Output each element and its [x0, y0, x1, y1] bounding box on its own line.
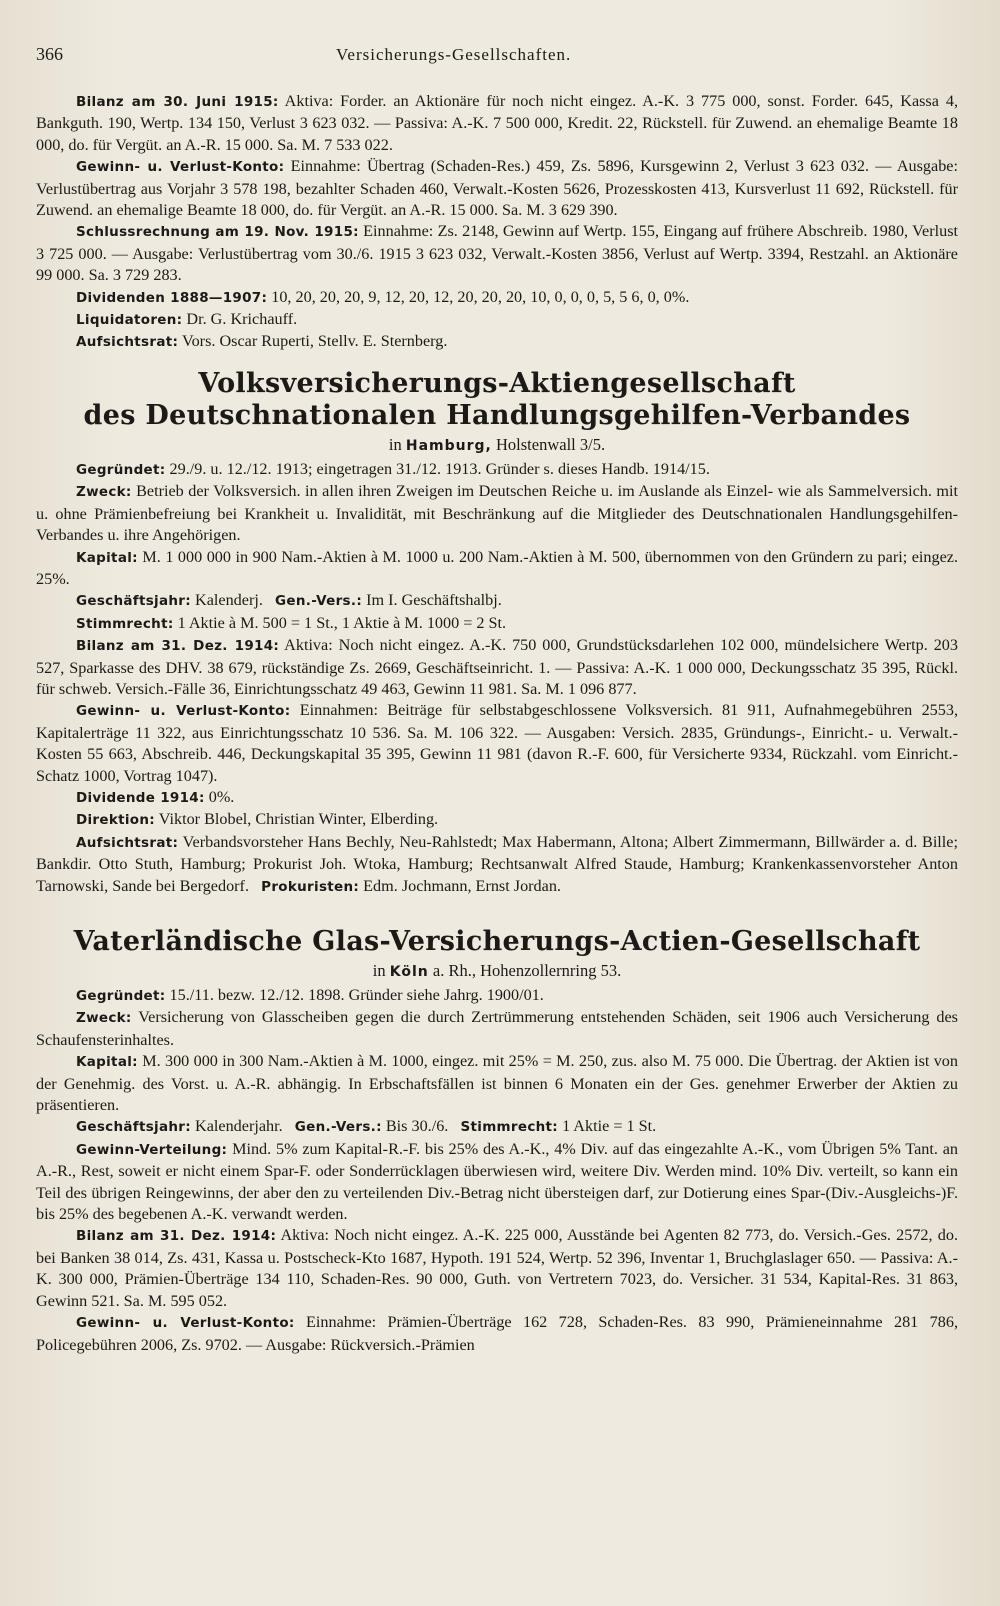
entry-label: Gen.-Vers.: — [294, 1119, 382, 1136]
paragraph — [36, 787, 958, 809]
entry-label: Bilanz am 31. Dez. 1914: — [76, 1228, 277, 1245]
entry-text: 1 Aktie à M. 500 = 1 St., 1 Aktie à M. 1000 = 2 St. — [177, 613, 507, 632]
entry-text: Edm. Jochmann, Ernst Jordan. — [363, 876, 561, 895]
paragraph — [36, 590, 958, 612]
paragraph — [36, 91, 958, 156]
paragraph — [36, 985, 958, 1007]
entry-label: Prokuristen: — [261, 878, 360, 895]
company-title-line-1: Vaterländische Glas-Versicherungs-Actien-Gesellschaft — [73, 926, 921, 957]
paragraph — [36, 1225, 958, 1312]
entry-label: Liquidatoren: — [76, 312, 183, 329]
paragraph — [36, 156, 958, 221]
entry-label: Gewinn- u. Verlust-Konto: — [76, 703, 291, 720]
entry-label: Dividenden 1888—1907: — [76, 289, 268, 306]
entry-text: Kalenderjahr. — [195, 1117, 283, 1136]
entry-text: Aktiva: Noch nicht eingez. A.-K. 225 000, Ausstände bei Agenten 82 773, do. Versich.-Ges. 2572, do. bei Banken 38 014, Zs. 431, Kassa u. Postscheck-Kto 1687, Hypoth. 191 524, Wertp. 52 396, Inventar 1, Bruchglaslager 650. — Passiva: A.-K. 300 000, Prämien-Überträge 134 110, Schaden-Res. 90 000, Guth. von Vertretern 7023, do. Versicher. 31 534, Kapital-Res. 31 863, Gewinn 521. Sa. M. 595 052. — [36, 1226, 958, 1310]
city-name: Hamburg, — [405, 437, 492, 454]
company-title — [36, 926, 958, 958]
entry-label: Schlussrechnung am 19. Nov. 1915: — [76, 224, 359, 241]
entry-label: Bilanz am 30. Juni 1915: — [76, 94, 279, 110]
paragraph — [36, 331, 958, 353]
entry-label: Gewinn-Verteilung: — [76, 1141, 228, 1158]
entry-label: Geschäftsjahr: — [76, 1119, 191, 1136]
paragraph — [36, 1312, 958, 1356]
entry-text: M. 1 000 000 in 900 Nam.-Aktien à M. 1000 u. 200 Nam.-Aktien à M. 500, übernommen von den Gründern zu pari; eingez. 25%. — [36, 547, 959, 588]
company-location — [36, 434, 958, 457]
paragraph — [36, 635, 958, 700]
paragraph — [36, 832, 958, 898]
previous-company-section — [36, 91, 958, 354]
entry-label: Direktion: — [76, 812, 155, 829]
entry-text: 1 Aktie = 1 St. — [562, 1117, 657, 1136]
entry-label: Geschäftsjahr: — [76, 593, 191, 610]
paragraph — [36, 309, 958, 331]
entry-label: Gewinn- u. Verlust-Konto: — [76, 1315, 295, 1332]
entry-text: 0%. — [208, 787, 235, 806]
company-location — [36, 960, 958, 983]
entry-text: 29./9. u. 12./12. 1913; eingetragen 31./12. 1913. Gründer s. dieses Handb. 1914/15. — [169, 459, 710, 478]
entry-label: Stimmrecht: — [460, 1119, 559, 1136]
paragraph — [36, 1139, 958, 1226]
location-prefix: in — [372, 961, 386, 980]
paragraph — [36, 547, 958, 591]
entry-text: Bis 30./6. — [385, 1117, 449, 1136]
entry-text: Einnahme: Übertrag (Schaden-Res.) 459, Zs. 5896, Kursgewinn 2, Verlust 3 623 032. — Ausgabe: Verlustübertrag aus Vorjahr 3 578 198, bezahlter Schaden 460, Verwalt.-Kosten 5626, Prozesskosten 413, Kursverlust 11 692, Rückstell. für Zuwend. an ehemalige Beamte 18 000, do. für Vergüt. an A.-R. 15 000. Sa. M. 3 629 390. — [36, 157, 958, 220]
city-name: Köln — [389, 964, 429, 980]
entry-text: 15./11. bezw. 12./12. 1898. Gründer siehe Jahrg. 1900/01. — [169, 986, 544, 1004]
paragraph — [36, 809, 958, 831]
entry-text: Aktiva: Forder. an Aktionäre für noch nicht eingez. A.-K. 3 775 000, sonst. Forder. 645, Kassa 4, Bankguth. 190, Wertp. 134 150, Verlust 3 623 032. — Passiva: A.-K. 7 500 000, Kredit. 22, Rückstell. für Zuwend. an ehemalige Beamte 18 000, do. für Vergüt. an A.-R. 15 000. Sa. M. 7 533 022. — [36, 92, 958, 154]
entry-label: Gegründet: — [76, 988, 166, 1004]
paragraph — [36, 1007, 958, 1051]
entry-label: Zweck: — [76, 1010, 132, 1027]
entry-label: Aufsichtsrat: — [76, 334, 179, 351]
entry-label: Zweck: — [76, 484, 132, 501]
address: a. Rh., Hohenzollernring 53. — [432, 961, 622, 980]
entry-text: Mind. 5% zum Kapital-R.-F. bis 25% des A.-K., 4% Div. auf das eingezahlte A.-K., vom Übrigen 5% Tant. an A.-R., Rest, soweit er nicht einem Spar-F. oder Sonderrücklagen überwiesen wird, weitere Div. Werden mind. 10% Div. verteilt, so kann ein Teil des übrigen Reingewinns, der aber den zu verteilenden Div.-Betrag nicht übersteigen darf, zur Dotierung eines Spar-(Div.-Ausgleichs-)F. bis 25% des begebenen A.-K. verwandt werden. — [36, 1139, 959, 1224]
entry-text: Im I. Geschäftshalbj. — [366, 591, 502, 610]
entry-text: Aktiva: Noch nicht eingez. A.-K. 750 000, Grundstücksdarlehen 102 000, mündelsichere Wertp. 203 527, Sparkasse des DHV. 38 679, rückständige Zs. 2669, Geschäftseinricht. 1. — Passiva: A.-K. 1 000 000, Deckungsschatz 35 395, Rückl. für schweb. Versich.-Fälle 36, Einrichtungsschatz 49 463, Gewinn 11 981. Sa. M. 1 096 877. — [36, 636, 958, 698]
paragraph — [36, 613, 958, 635]
entry-label: Aufsichtsrat: — [76, 834, 179, 851]
page-number: 366 — [36, 44, 63, 64]
company-title-line-1: Volksversicherungs-Aktiengesellschaft — [198, 367, 796, 399]
paragraph — [36, 481, 958, 546]
paragraph — [36, 700, 958, 787]
entry-text: Einnahme: Zs. 2148, Gewinn auf Wertp. 155, Eingang auf frühere Abschreib. 1980, Verlust 3 725 000. — Ausgabe: Verlustübertrag vom 30./6. 1915 3 623 032, Verwalt.-Kosten 3856, Verlust auf Wertp. 3394, Restzahl. an Aktionäre 99 000. Sa. 3 729 283. — [36, 222, 958, 285]
entry-label: Gewinn- u. Verlust-Konto: — [76, 159, 285, 176]
entry-label: Gegründet: — [76, 461, 166, 478]
company-section-volksversicherung — [36, 368, 958, 898]
entry-text: Dr. G. Krichauff. — [186, 310, 298, 329]
entry-text: Betrieb der Volksversich. in allen ihren Zweigen im Deutschen Reiche u. im Auslande als Einzel- wie als Sammelversich. mit u. ohne Prämienbefreiung bei Krankheit u. Invalidität, mit Beschränkung auf die Mitglieder des Deutschnationalen Handlungsgehilfen-Verbandes u. ihre Angehörigen. — [36, 482, 959, 545]
entry-text: Viktor Blobel, Christian Winter, Elberding. — [158, 810, 439, 829]
entry-text: Kalenderj. — [195, 591, 263, 610]
entry-label: Gen.-Vers.: — [275, 593, 363, 610]
entry-text: Vors. Oscar Ruperti, Stellv. E. Sternberg. — [181, 332, 448, 351]
paragraph — [36, 1051, 958, 1116]
entry-label: Kapital: — [76, 1054, 138, 1071]
paragraph — [36, 287, 958, 309]
entry-label: Stimmrecht: — [76, 615, 174, 632]
address: Holstenwall 3/5. — [496, 434, 606, 454]
entry-text: Verbandsvorsteher Hans Bechly, Neu-Rahlstedt; Max Habermann, Altona; Albert Zimmermann, Billwärder a. d. Bille; Bankdir. Otto Stuth, Hamburg; Prokurist Joh. Wtoka, Hamburg; Rechtsanwalt Alfred Staude, Hamburg; Krankenkassenvorsteher Anton Tarnowski, Sande bei Bergedorf. — [36, 832, 958, 895]
entry-text: Einnahmen: Beiträge für selbstabgeschlossene Volksversich. 81 911, Aufnahmegebühren 2553, Kapitalerträge 11 322, aus Einrichtungsschatz 10 536. Sa. M. 106 322. — Ausgaben: Versich. 2835, Gründungs-, Einricht.- u. Verwalt.-Kosten 55 663, Abschreib. 446, Deckungskapital 35 395, Gewinn 11 981 (davon R.-F. 600, für Versicherte 9334, Rückzahl. vom Einricht.-Schatz 1000, Vortrag 1047). — [36, 701, 958, 785]
entry-text: 10, 20, 20, 20, 9, 12, 20, 12, 20, 20, 20, 10, 0, 0, 0, 5, 5 6, 0, 0%. — [271, 287, 690, 306]
company-title — [36, 368, 958, 432]
paragraph — [36, 459, 958, 481]
running-head — [36, 44, 958, 65]
location-prefix: in — [388, 434, 402, 454]
entry-label: Kapital: — [76, 549, 138, 566]
paragraph — [36, 1116, 958, 1138]
entry-label: Bilanz am 31. Dez. 1914: — [76, 638, 280, 655]
running-head-title: Versicherungs-Gesellschaften. — [336, 45, 572, 64]
company-section-vaterlaendische — [36, 926, 958, 1356]
paragraph — [36, 221, 958, 286]
entry-text: Einnahme: Prämien-Überträge 162 728, Schaden-Res. 83 990, Prämieneinnahme 281 786, Policegebühren 2006, Zs. 9702. — Ausgabe: Rückversich.-Prämien — [36, 1313, 958, 1354]
entry-text: M. 300 000 in 300 Nam.-Aktien à M. 1000, eingez. mit 25% = M. 250, zus. also M. 75 000. Die Übertrag. der Aktien ist von der Genehmig. des Vorst. u. A.-R. abhängig. In Erbschaftsfällen ist binnen 6 Monaten ein der Ges. genehmer Erwerber der Aktien zu präsentieren. — [36, 1052, 958, 1115]
entry-label: Dividende 1914: — [76, 789, 205, 806]
company-title-line-2: des Deutschnationalen Handlungsgehilfen-Verbandes — [83, 399, 911, 431]
entry-text: Versicherung von Glasscheiben gegen die durch Zertrümmerung entstehenden Schäden, seit 1906 auch Versicherung des Schaufensterinhaltes. — [36, 1008, 958, 1049]
